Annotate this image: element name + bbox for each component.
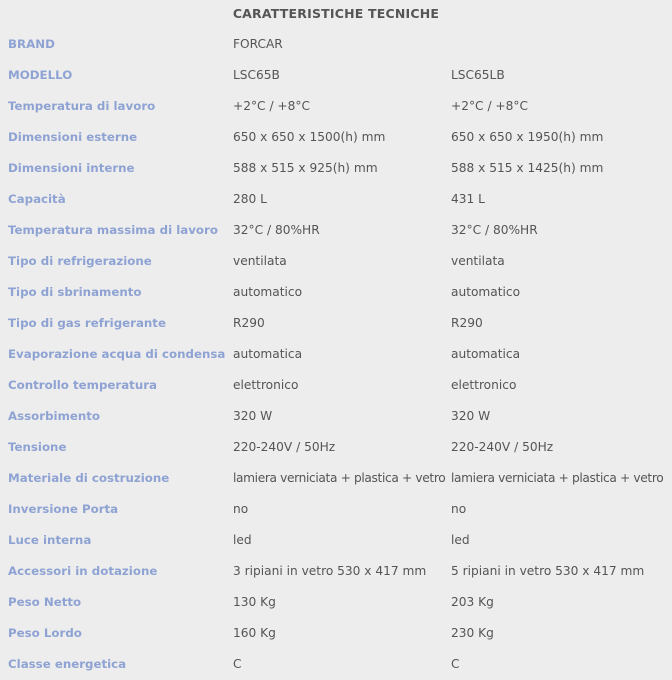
spec-value-model-1: 650 x 650 x 1500(h) mm — [233, 130, 386, 144]
spec-value-model-2: 230 Kg — [451, 626, 494, 640]
spec-label: Tipo di refrigerazione — [8, 254, 152, 268]
spec-value-model-2: lamiera verniciata + plastica + vetro — [451, 471, 664, 485]
spec-value-model-1: C — [233, 657, 242, 671]
spec-label: MODELLO — [8, 68, 73, 82]
spec-value-model-1: 280 L — [233, 192, 267, 206]
spec-value-model-1: automatica — [233, 347, 303, 361]
spec-label: Controllo temperatura — [8, 378, 157, 392]
specs-table — [0, 29, 672, 680]
spec-row-capacita — [0, 184, 672, 215]
spec-value-model-2: 650 x 650 x 1950(h) mm — [451, 130, 604, 144]
spec-row-temperatura-lavoro — [0, 91, 672, 122]
spec-row-classe-energetica — [0, 649, 672, 680]
spec-row-controllo-temperatura — [0, 370, 672, 401]
spec-label: Evaporazione acqua di condensa — [8, 347, 226, 361]
spec-value-model-1: 320 W — [233, 409, 273, 423]
spec-value-model-2: automatico — [451, 285, 521, 299]
spec-value-model-1: 160 Kg — [233, 626, 276, 640]
spec-value-model-2: no — [451, 502, 467, 516]
spec-value-model-1: automatico — [233, 285, 303, 299]
spec-label: Dimensioni interne — [8, 161, 135, 175]
spec-value-model-2: R290 — [451, 316, 483, 330]
spec-value-model-1: led — [233, 533, 252, 547]
spec-label: Assorbimento — [8, 409, 101, 423]
spec-row-tipo-refrigerazione — [0, 246, 672, 277]
spec-row-inversione-porta — [0, 494, 672, 525]
spec-value-model-1: elettronico — [233, 378, 299, 392]
spec-label: Capacità — [8, 192, 66, 206]
spec-value-model-2: 320 W — [451, 409, 491, 423]
spec-value-model-2: ventilata — [451, 254, 505, 268]
spec-row-dimensioni-interne — [0, 153, 672, 184]
spec-row-dimensioni-esterne — [0, 122, 672, 153]
spec-value-model-1: lamiera verniciata + plastica + vetro — [233, 471, 446, 485]
spec-row-tensione — [0, 432, 672, 463]
spec-value-model-2: 203 Kg — [451, 595, 494, 609]
spec-value-model-2: led — [451, 533, 470, 547]
spec-label: BRAND — [8, 37, 55, 51]
spec-value-model-1: 3 ripiani in vetro 530 x 417 mm — [233, 564, 427, 578]
spec-value-model-2: 32°C / 80%HR — [451, 223, 538, 237]
spec-row-gas-refrigerante — [0, 308, 672, 339]
spec-value-model-1: ventilata — [233, 254, 287, 268]
spec-value-model-2: elettronico — [451, 378, 517, 392]
spec-value-model-2: C — [451, 657, 460, 671]
spec-label: Luce interna — [8, 533, 92, 547]
spec-row-brand — [0, 29, 672, 60]
spec-value-model-1: 588 x 515 x 925(h) mm — [233, 161, 378, 175]
spec-value-model-1: 32°C / 80%HR — [233, 223, 320, 237]
spec-label: Dimensioni esterne — [8, 130, 138, 144]
spec-value-model-2: 220-240V / 50Hz — [451, 440, 554, 454]
spec-row-evaporazione-condensa — [0, 339, 672, 370]
spec-label: Accessori in dotazione — [8, 564, 158, 578]
spec-value-model-2: automatica — [451, 347, 521, 361]
spec-row-peso-netto — [0, 587, 672, 618]
spec-label: Temperatura di lavoro — [8, 99, 156, 113]
spec-value-model-2: 431 L — [451, 192, 485, 206]
spec-row-accessori — [0, 556, 672, 587]
spec-value-model-1: 220-240V / 50Hz — [233, 440, 336, 454]
spec-value-model-1: +2°C / +8°C — [233, 99, 310, 113]
spec-row-modello — [0, 60, 672, 91]
spec-label: Classe energetica — [8, 657, 127, 671]
spec-label: Temperatura massima di lavoro — [8, 223, 218, 237]
spec-value-model-2: 5 ripiani in vetro 530 x 417 mm — [451, 564, 645, 578]
spec-value-model-1: FORCAR — [233, 37, 283, 51]
spec-label: Peso Netto — [8, 595, 82, 609]
spec-value-model-2: +2°C / +8°C — [451, 99, 528, 113]
spec-value-model-2: LSC65LB — [451, 68, 505, 82]
specs-title: CARATTERISTICHE TECNICHE — [232, 6, 440, 21]
spec-value-model-1: no — [233, 502, 249, 516]
spec-value-model-1: LSC65B — [233, 68, 280, 82]
spec-label: Materiale di costruzione — [8, 471, 170, 485]
spec-label: Tipo di gas refrigerante — [8, 316, 166, 330]
spec-label: Tensione — [8, 440, 67, 454]
spec-row-assorbimento — [0, 401, 672, 432]
spec-label: Inversione Porta — [8, 502, 119, 516]
spec-row-luce-interna — [0, 525, 672, 556]
spec-label: Tipo di sbrinamento — [8, 285, 142, 299]
spec-value-model-1: R290 — [233, 316, 265, 330]
spec-value-model-1: 130 Kg — [233, 595, 276, 609]
spec-label: Peso Lordo — [8, 626, 82, 640]
spec-row-materiale-costruzione — [0, 463, 672, 494]
spec-row-peso-lordo — [0, 618, 672, 649]
spec-row-tipo-sbrinamento — [0, 277, 672, 308]
spec-value-model-2: 588 x 515 x 1425(h) mm — [451, 161, 604, 175]
spec-row-temperatura-massima — [0, 215, 672, 246]
